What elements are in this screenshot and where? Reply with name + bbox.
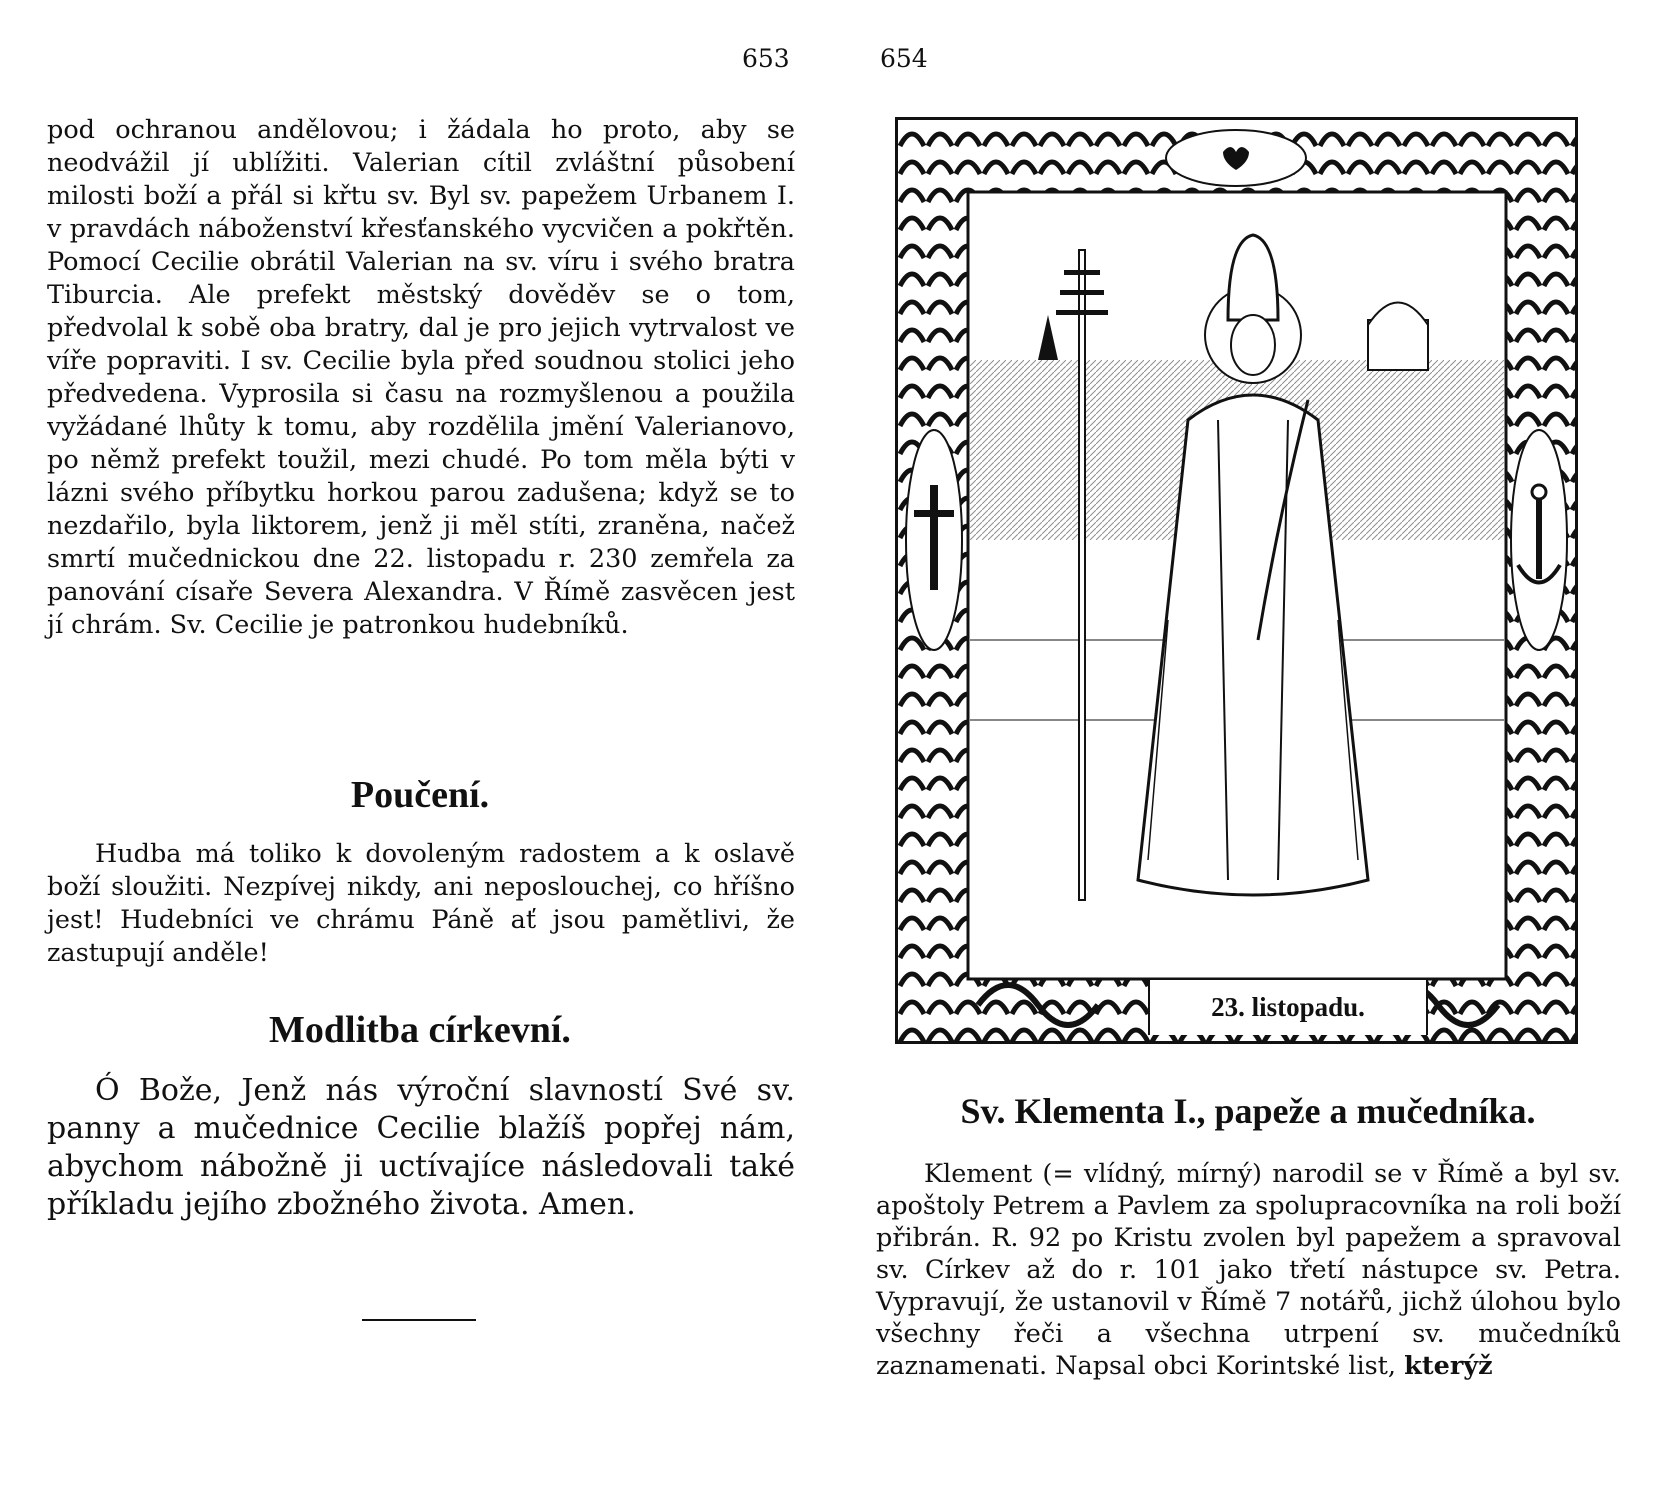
- page-number-right: 654: [880, 44, 928, 73]
- caption-box: [1148, 978, 1428, 1035]
- prayer-paragraph: Ó Bože, Jenž nás výroční slavností Své sv. panny a mučednice Cecilie blažíš popřej nám, abychom nábožně ji uctívajíce následovali také příkladu jejího zbožného života. Amen.: [47, 1073, 795, 1222]
- anchor-medallion-icon: [1511, 430, 1567, 650]
- right-body-main: Klement (= vlídný, mírný) narodil se v Římě a byl sv. apoštoly Petrem a Pavlem za spolupracovníka na roli boží přibrán. R. 92 po Kristu zvolen byl papežem a spravoval sv. Církev až do r. 101 jako třetí nástupce sv. Petra. Vypravují, že ustanovil v Římě 7 notářů, jichž úlohou bylo všechny řeči a všechna utrpení sv. mučedníků zaznamenati. Napsal obci Korintské list,: [876, 1159, 1621, 1381]
- section-end-rule: [362, 1319, 476, 1321]
- klement-heading: Sv. Klementa I., papeže a mučedníka.: [960, 1091, 1536, 1131]
- lesson-heading: Poučení.: [350, 774, 490, 816]
- page-number-left: 653: [742, 44, 790, 73]
- left-body-paragraph: pod ochranou andělovou; i žádala ho proto, aby se neodvážil jí ublížiti. Valerian cítil zvláštní působení milosti boží a přál si křtu sv. Byl sv. papežem Urbanem I. v pravdách náboženství křesťanského vycvičen a pokřtěn. Pomocí Cecilie obrátil Valerian na sv. víru i svého bratra Tiburcia. Ale prefekt městský dověděv se o tom, předvolal k sobě oba bratry, dal je pro jejich vytrvalost ve víře popraviti. I sv. Cecilie byla před soudnou stolici jeho předvedena. Vyprosila si času na rozmyšlenou a použila vyžádané lhůty k tomu, aby rozdělila jmění Valerianovo, po němž prefekt toužil, mezi chudé. Po tom měla býti v lázni svého příbytku horkou parou zadušena; když se to nezdařilo, byla liktorem, jenž ji měl stíti, zraněna, načež smrtí mučednickou dne 22. listopadu r. 230 zemřela za panování císaře Severa Alexandra. V Římě zasvěcen jest jí chrám. Sv. Cecilie je patronkou hudebníků.: [47, 115, 795, 640]
- image-caption: 23. listopadu.: [1211, 992, 1365, 1022]
- saint-illustration-frame: [895, 117, 1578, 1044]
- left-body-text: [47, 114, 795, 642]
- right-page: [828, 0, 1656, 1500]
- right-body-last-word: kterýž: [1404, 1351, 1493, 1381]
- prayer-text: [47, 1072, 795, 1224]
- right-body-paragraph: [876, 1158, 1621, 1382]
- prayer-heading: Modlitba církevní.: [269, 1009, 571, 1051]
- sacred-heart-icon: [1166, 130, 1306, 186]
- lesson-paragraph: Hudba má toliko k dovoleným radostem a k oslavě boží sloužiti. Nezpívej nikdy, ani neposlouchej, co hříšno jest! Hudebníci ve chrámu Páně ať jsou pamětlivi, že zastupují anděle!: [47, 839, 795, 968]
- right-body-text: [876, 1158, 1621, 1382]
- cross-medallion-icon: [906, 430, 962, 650]
- lesson-text: [47, 838, 795, 970]
- saint-clement-illustration: [898, 120, 1575, 1041]
